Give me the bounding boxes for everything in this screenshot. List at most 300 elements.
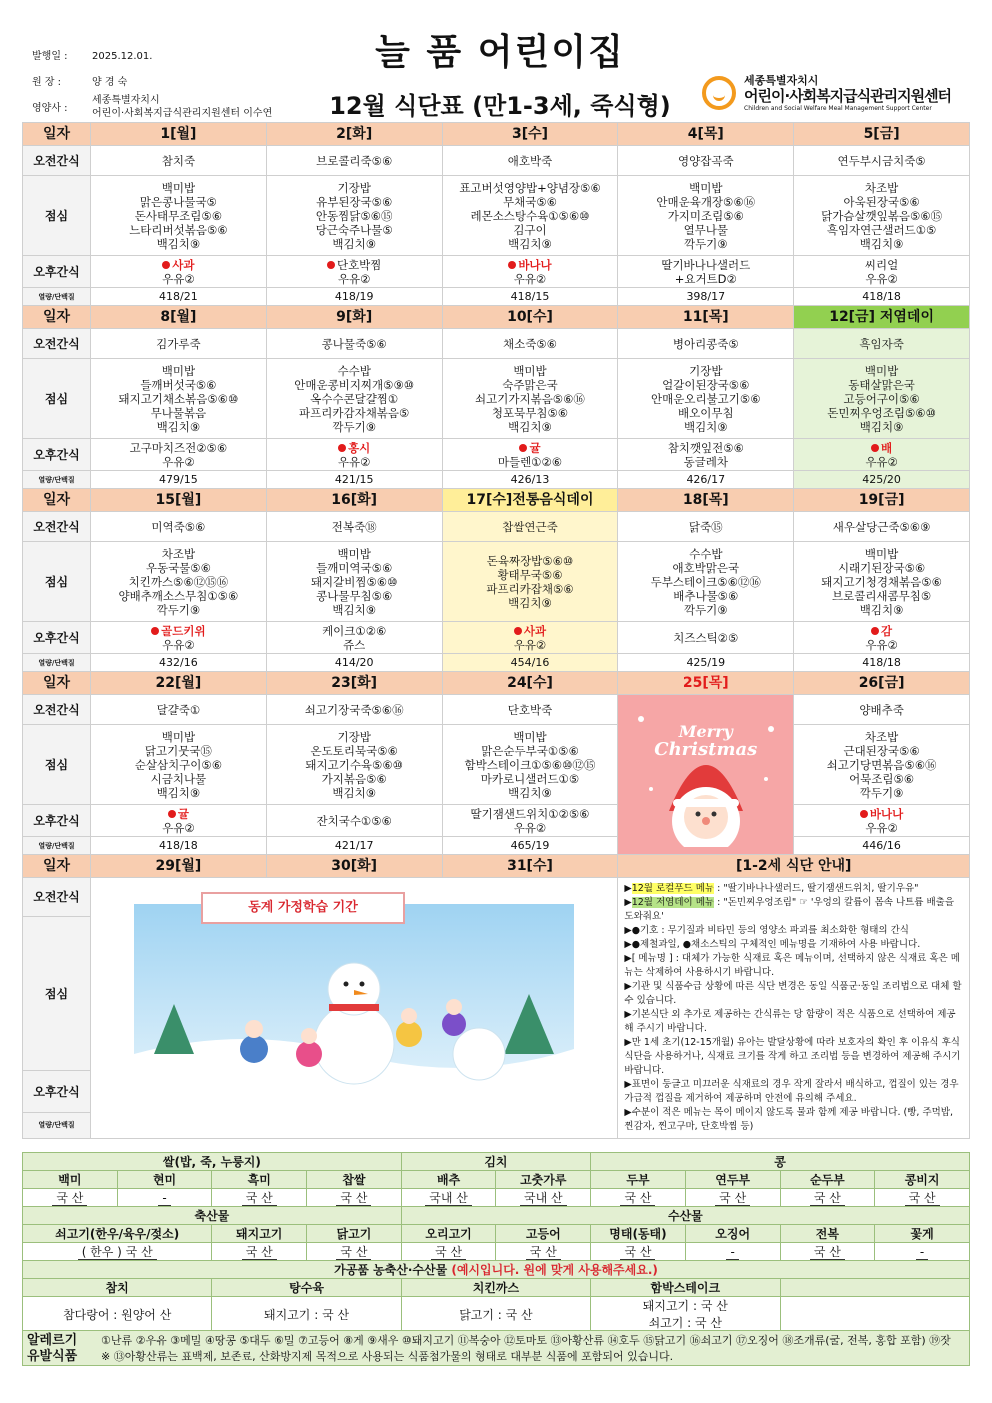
- note-text: 표면이 둥글고 미끄러운 식재료의 경우 작게 잘라서 배식하고, 껍질이 있는 경우 가급적 껍질을 제거하여 제공하며 안전에 유의해 주세요.: [624, 1079, 959, 1104]
- kcal-value: 398/17: [618, 288, 794, 306]
- origin-value-text: 국 산: [431, 1245, 466, 1260]
- afternoon-drink: 우유②: [865, 454, 898, 469]
- menu-line: 백김치⑨: [508, 236, 552, 251]
- morning-snack: 연두부시금치죽⑤: [794, 146, 970, 176]
- kcal-label: 열량/단백질: [23, 654, 91, 672]
- fruit-dot-icon: [151, 627, 159, 635]
- menu-line: 백김치⑨: [859, 236, 904, 251]
- notes-panel: [618, 878, 970, 1139]
- note-item: [624, 980, 963, 1008]
- origin-value-text: -: [916, 1245, 928, 1260]
- menu-line: 깍두기⑨: [683, 236, 728, 251]
- afternoon-item-text: 씨리얼: [864, 257, 899, 272]
- notes-title: [1-2세 식단 안내]: [618, 855, 970, 878]
- morning-snack: 달걀죽①: [91, 695, 267, 725]
- afternoon-drink: 우유②: [865, 271, 898, 286]
- lunch-menu: [794, 359, 970, 439]
- note-item: [624, 924, 963, 938]
- kcal-value: 418/18: [794, 288, 970, 306]
- bullet-icon: ▶: [624, 953, 632, 964]
- lunch-label: 점심: [23, 917, 91, 1071]
- processed-value: [591, 1297, 780, 1332]
- menu-line: 백미밥: [513, 729, 547, 744]
- day-header: 25[목]: [618, 672, 794, 695]
- menu-line: 함박스테이크①⑤⑥⑩⑫⑮: [464, 757, 596, 772]
- menu-line: 들깨미역국⑤⑥: [316, 560, 393, 575]
- afternoon-drink: 우유②: [865, 820, 898, 835]
- afternoon-row: [23, 622, 970, 654]
- lunch-row: [23, 359, 970, 439]
- issue-date: 2025.12.01.: [92, 51, 153, 62]
- morning-snack: 채소죽⑤⑥: [442, 329, 618, 359]
- day-label: 일자: [23, 672, 91, 695]
- menu-line: 차조밥: [161, 546, 196, 561]
- bullet-icon: ▶: [624, 981, 632, 992]
- origin-value: [212, 1243, 307, 1261]
- lunch-menu: [794, 176, 970, 256]
- origin-item: 쇠고기(한우/육우/젖소): [23, 1225, 212, 1243]
- menu-line: 깍두기⑨: [859, 785, 904, 800]
- morning-snack: 전복죽⑱: [266, 512, 442, 542]
- afternoon-item: [267, 624, 442, 638]
- menu-line: 깍두기⑨: [332, 419, 377, 434]
- processed-item: 참치: [23, 1279, 212, 1297]
- afternoon-drink: 쥬스: [343, 637, 366, 652]
- menu-line: 닭가슴살깻잎볶음⑤⑥⑮: [821, 208, 943, 223]
- logo-line1: 세종특별자치시: [744, 74, 819, 87]
- origin-value-text: 국 산: [620, 1191, 655, 1206]
- origin-value: [401, 1189, 496, 1207]
- afternoon-item: [91, 807, 266, 821]
- origin-head-row: [23, 1171, 970, 1189]
- afternoon-item: [91, 441, 266, 455]
- menu-line: 백김치⑨: [156, 785, 201, 800]
- note-item: [624, 896, 963, 924]
- lunch-menu: [794, 542, 970, 622]
- kcal-value: 418/18: [91, 837, 267, 855]
- afternoon-snack: [442, 805, 618, 837]
- processed-value-line: 참다랑어 : 원양어 산: [63, 1307, 172, 1322]
- kcal-row: [23, 288, 970, 306]
- note-text: 기관 및 식품수급 상황에 따른 식단 변경은 동일 식품군·동일 조리법으로 대체 할 수 있습니다.: [624, 981, 962, 1006]
- morning-snack: 단호박죽: [442, 695, 618, 725]
- lunch-menu: [91, 176, 267, 256]
- processed-item: 함박스테이크: [591, 1279, 780, 1297]
- afternoon-snack: [794, 256, 970, 288]
- origin-item: 명태(동태): [591, 1225, 686, 1243]
- origin-value-text: 국 산: [620, 1245, 655, 1260]
- origin-item: 전복: [780, 1225, 875, 1243]
- afternoon-item: [267, 441, 442, 455]
- origin-value-text: 국 산: [810, 1245, 845, 1260]
- afternoon-label: 오후간식: [23, 256, 91, 288]
- day-header: 22[월]: [91, 672, 267, 695]
- day-header: 3[수]: [442, 123, 618, 146]
- origin-value-text: 국 산: [242, 1245, 277, 1260]
- fruit-dot-icon: [168, 810, 176, 818]
- day-header: 16[화]: [266, 489, 442, 512]
- afternoon-item: [443, 441, 618, 455]
- morning-row: [23, 146, 970, 176]
- origin-value-text: -: [158, 1191, 170, 1206]
- note-item: [624, 1106, 963, 1134]
- menu-line: 맑은순두부국①⑤⑥: [481, 743, 579, 758]
- menu-line: 깍두기⑨: [156, 602, 201, 617]
- origin-value-text: 국 산: [810, 1191, 845, 1206]
- note-text: 수분이 적은 메뉴는 목이 메이지 않도록 물과 함께 제공 바랍니다. (빵, 주먹밥, 찐감자, 찐고구마, 단호박찜 등): [624, 1107, 953, 1132]
- lunch-row: [23, 176, 970, 256]
- page-subtitle: 12월 식단표 (만1-3세, 죽식형): [329, 92, 671, 120]
- kcal-row: [23, 471, 970, 489]
- issue-label: 발행일 :: [32, 51, 68, 62]
- day-header: 5[금]: [794, 123, 970, 146]
- day-row: [23, 306, 970, 329]
- afternoon-snack: [91, 805, 267, 837]
- christmas-image: [618, 695, 794, 855]
- menu-line: 두부스테이크⑤⑥⑫⑯: [650, 574, 761, 589]
- snowman-illustration-icon: [134, 904, 574, 1109]
- origin-item: 흑미: [212, 1171, 307, 1189]
- kcal-value: 425/20: [794, 471, 970, 489]
- origin-value: [496, 1189, 591, 1207]
- note-highlight: 12월 로컬푸드 메뉴: [631, 883, 715, 894]
- day-header: 4[목]: [618, 123, 794, 146]
- menu-line: 백김치⑨: [508, 785, 552, 800]
- processed-title: [23, 1261, 970, 1279]
- note-item: [624, 938, 963, 952]
- menu-line: 백김치⑨: [859, 419, 904, 434]
- morning-snack: 양배추죽: [794, 695, 970, 725]
- menu-line: 맑은콩나물국⑤: [139, 194, 217, 209]
- afternoon-item: [618, 441, 793, 455]
- kcal-value: 446/16: [794, 837, 970, 855]
- lunch-menu: [266, 359, 442, 439]
- menu-line: 무나물볶음: [150, 405, 207, 420]
- afternoon-drink: 우유②: [513, 820, 547, 835]
- afternoon-item: [443, 624, 618, 638]
- processed-empty: [780, 1297, 970, 1332]
- afternoon-snack: [618, 622, 794, 654]
- afternoon-item: [91, 258, 266, 272]
- afternoon-drink: 동글레차: [683, 454, 728, 469]
- origin-value-text: -: [726, 1245, 738, 1260]
- menu-line: 근대된장국⑤⑥: [843, 743, 920, 758]
- lunch-menu: [618, 176, 794, 256]
- note-item: [624, 882, 963, 896]
- origin-value: [496, 1243, 591, 1261]
- afternoon-item: [443, 807, 618, 821]
- origin-item: 배추: [401, 1171, 496, 1189]
- afternoon-snack: [442, 622, 618, 654]
- bullet-icon: ▶: [624, 1079, 632, 1090]
- day-header: 2[화]: [266, 123, 442, 146]
- origin-value: [23, 1243, 212, 1261]
- day-row: [23, 855, 970, 878]
- menu-line: 돈민찌우엉조림⑤⑥⑩: [827, 405, 936, 420]
- menu-line: 백김치⑨: [156, 419, 201, 434]
- menu-line: 느타리버섯볶음⑤⑥: [129, 222, 228, 237]
- menu-line: 수수밥: [689, 546, 723, 561]
- fruit-dot-icon: [871, 627, 879, 635]
- menu-line: 깍두기⑨: [683, 602, 728, 617]
- menu-line: 돈사태무조림⑤⑥: [134, 208, 223, 223]
- morning-row: [23, 512, 970, 542]
- afternoon-item: [267, 814, 442, 828]
- note-highlight: 12월 저염데이 메뉴: [631, 897, 715, 908]
- origin-value: [685, 1189, 780, 1207]
- lunch-menu: [442, 542, 618, 622]
- origin-item: 찹쌀: [307, 1171, 402, 1189]
- origin-value: [875, 1189, 970, 1207]
- day-row: [23, 489, 970, 512]
- morning-row: [23, 695, 970, 725]
- origin-value-text: 국내 산: [520, 1191, 567, 1206]
- kcal-row: [23, 654, 970, 672]
- origin-item: 오징어: [685, 1225, 780, 1243]
- afternoon-item-text: 골드키위: [161, 623, 206, 638]
- afternoon-drink: 우유②: [162, 271, 195, 286]
- afternoon-row: [23, 256, 970, 288]
- morning-snack: 참치죽: [91, 146, 267, 176]
- afternoon-label: 오후간식: [23, 622, 91, 654]
- day-header: 15[월]: [91, 489, 267, 512]
- afternoon-label: 오후간식: [23, 439, 91, 471]
- day-header: 8[월]: [91, 306, 267, 329]
- processed-value-line: 돼지고기 : 국 산: [264, 1307, 350, 1322]
- menu-line: 닭고기뭇국⑮: [144, 743, 212, 758]
- menu-line: 기장밥: [689, 363, 723, 378]
- kcal-value: 432/16: [91, 654, 267, 672]
- menu-line: 돼지고기수육⑤⑥⑩: [305, 757, 403, 772]
- menu-line: 시금치나물: [150, 771, 207, 786]
- note-text: : "딸기바나나샐러드, 딸기잼샌드위치, 딸기우유": [714, 883, 919, 894]
- processed-value: [23, 1297, 212, 1332]
- kcal-value: 418/15: [442, 288, 618, 306]
- xmas-text-2: Christmas: [654, 739, 758, 760]
- origin-item: 고등어: [496, 1225, 591, 1243]
- note-item: [624, 1036, 963, 1078]
- day-header: 23[화]: [266, 672, 442, 695]
- menu-line: 흑임자연근샐러드①⑤: [826, 222, 937, 237]
- logo-line2: 어린이·사회복지급식관리지원센터: [744, 87, 952, 105]
- lunch-menu: [266, 542, 442, 622]
- menu-line: 차조밥: [864, 180, 899, 195]
- origin-group: 김치: [401, 1153, 590, 1171]
- origin-item: 돼지고기: [212, 1225, 307, 1243]
- fruit-dot-icon: [871, 444, 879, 452]
- lunch-menu: [266, 725, 442, 805]
- day-label: 일자: [23, 855, 91, 878]
- menu-line: 백김치⑨: [332, 785, 377, 800]
- menu-line: 황태무국⑤⑥: [497, 567, 563, 582]
- lunch-label: 점심: [23, 176, 91, 256]
- origin-item: 꽃게: [875, 1225, 970, 1243]
- origin-group-row: [23, 1207, 970, 1225]
- allergy-label-line: 알레르기: [27, 1333, 78, 1348]
- day-label: 일자: [23, 123, 91, 146]
- day-label: 일자: [23, 489, 91, 512]
- lunch-menu: [442, 725, 618, 805]
- menu-line: 파프리카감자채볶음⑤: [299, 405, 410, 420]
- menu-line: 옥수수콘달걀찜①: [310, 391, 399, 406]
- fruit-dot-icon: [519, 444, 527, 452]
- menu-line: 김구이: [513, 222, 547, 237]
- origin-value-text: 국 산: [526, 1245, 561, 1260]
- afternoon-item-text: 배: [881, 440, 893, 455]
- note-text: ●제철과일, ●채소스틱의 구체적인 메뉴명을 기재하여 사용 바랍니다.: [631, 939, 921, 950]
- morning-row: [23, 329, 970, 359]
- menu-line: 고등어구이⑤⑥: [843, 391, 920, 406]
- origin-head-row: [23, 1225, 970, 1243]
- afternoon-item-text: 딸기잼샌드위치①②⑤⑥: [470, 806, 590, 821]
- menu-line: 백미밥: [864, 546, 899, 561]
- day-header: 30[화]: [266, 855, 442, 878]
- processed-item: 치킨까스: [401, 1279, 590, 1297]
- menu-line: 돈육짜장밥⑤⑥⑩: [486, 553, 574, 568]
- afternoon-item-text: 귤: [177, 806, 189, 821]
- allergy-text: ①난류 ②우유 ③메밀 ④땅콩 ⑤대두 ⑥밀 ⑦고등어 ⑧게 ⑨새우 ⑩돼지고기 ⑪복숭아 ⑫토마토 ⑬아황산류 ⑭호두 ⑮닭고기 ⑯쇠고기 ⑰오징어 ⑱조개류(굴, 전복, 홍합 포함) ⑲잣 ※ ⑬아황산류는 표백제, 보존료, 산화방지제 목적으로 사용되는 식품첨가물의 형태로 대부분 식품에 포함되어 있습니다.: [101, 1334, 951, 1363]
- origin-item: 백미: [23, 1171, 118, 1189]
- fruit-dot-icon: [327, 261, 335, 269]
- origin-value: [780, 1243, 875, 1261]
- menu-line: 얼갈이된장국⑤⑥: [662, 377, 750, 392]
- nutritionist-line1: 세종특별자치시: [92, 95, 160, 106]
- origin-value: [780, 1189, 875, 1207]
- allergy-info: [22, 1330, 970, 1366]
- afternoon-item: [794, 624, 969, 638]
- morning-label: 오전간식: [23, 146, 91, 176]
- menu-line: 백김치⑨: [508, 595, 552, 610]
- processed-title-text: 가공품 농축산·수산물: [334, 1263, 452, 1277]
- kcal-row: [23, 837, 970, 855]
- afternoon-snack: [266, 256, 442, 288]
- day-header: 11[목]: [618, 306, 794, 329]
- day-header: 1[월]: [91, 123, 267, 146]
- nutritionist-label: 영양사 :: [32, 103, 68, 114]
- menu-line: 쇠고기당면볶음⑤⑥⑯: [826, 757, 937, 772]
- menu-line: 콩나물무침⑤⑥: [316, 588, 393, 603]
- bullet-icon: ▶: [624, 1107, 632, 1118]
- morning-label: 오전간식: [23, 512, 91, 542]
- morning-snack: 쇠고기장국죽⑤⑥⑯: [266, 695, 442, 725]
- menu-line: 표고버섯영양밥+양념장⑤⑥: [459, 180, 601, 195]
- afternoon-item-text: 사과: [523, 623, 547, 638]
- origin-value: [591, 1243, 686, 1261]
- origin-value: [401, 1243, 496, 1261]
- lunch-menu: [442, 359, 618, 439]
- menu-line: 치킨까스⑤⑥⑫⑮⑯: [128, 574, 229, 589]
- bullet-icon: ▶: [624, 939, 632, 950]
- origin-group: 콩: [591, 1153, 970, 1171]
- origin-item: 닭고기: [307, 1225, 402, 1243]
- processed-title-row: [23, 1261, 970, 1279]
- morning-snack: 닭죽⑮: [618, 512, 794, 542]
- logo-line3: Children and Social Welfare Meal Management Support Center: [744, 105, 932, 112]
- fruit-dot-icon: [162, 261, 170, 269]
- bullet-icon: ▶: [624, 1037, 632, 1048]
- afternoon-item-text: 케이크①②⑥: [322, 623, 387, 638]
- origin-value-text: 국내 산: [425, 1191, 472, 1206]
- afternoon-snack: [618, 439, 794, 471]
- vacation-banner: 동계 가정학습 기간: [201, 892, 405, 924]
- origin-value-text: 국 산: [52, 1191, 87, 1206]
- morning-snack: 흑임자죽: [794, 329, 970, 359]
- origin-item: 두부: [591, 1171, 686, 1189]
- afternoon-item: [618, 631, 793, 645]
- origin-item: 오리고기: [401, 1225, 496, 1243]
- afternoon-item-text: 고구마치즈전②⑤⑥: [129, 440, 228, 455]
- afternoon-snack: [794, 439, 970, 471]
- afternoon-snack: [794, 805, 970, 837]
- afternoon-item: [267, 258, 442, 272]
- director-name: 양 경 숙: [92, 77, 128, 88]
- menu-line: 동태살맑은국: [848, 377, 915, 392]
- origin-item: 콩비지: [875, 1171, 970, 1189]
- menu-line: 백김치⑨: [859, 602, 904, 617]
- note-text: : "돈민찌우엉조림" ☞ '우엉의 칼륨이 몸속 나트륨 배출을 도와줘요': [624, 897, 955, 922]
- origin-value-row: [23, 1189, 970, 1207]
- afternoon-snack: [266, 439, 442, 471]
- kcal-value: 479/15: [91, 471, 267, 489]
- kcal-value: 426/13: [442, 471, 618, 489]
- menu-line: 열무나물: [683, 222, 728, 237]
- menu-line: 당근숙주나물⑤: [315, 222, 393, 237]
- kcal-value: 418/21: [91, 288, 267, 306]
- afternoon-item-text: 감: [881, 623, 893, 638]
- origin-value: [591, 1189, 686, 1207]
- morning-row: [23, 878, 970, 917]
- morning-snack: 찹쌀연근죽: [442, 512, 618, 542]
- fruit-dot-icon: [514, 627, 522, 635]
- origin-group: 수산물: [401, 1207, 969, 1225]
- afternoon-item: [618, 258, 793, 272]
- kcal-value: 454/16: [442, 654, 618, 672]
- afternoon-drink: 우유②: [337, 271, 371, 286]
- lunch-label: 점심: [23, 359, 91, 439]
- menu-line: 백김치⑨: [156, 236, 201, 251]
- lunch-menu: [794, 725, 970, 805]
- afternoon-item-text: 치즈스틱②⑤: [673, 630, 739, 645]
- origin-value-text: 국 산: [715, 1191, 750, 1206]
- afternoon-drink: 우유②: [162, 454, 195, 469]
- allergy-label: [27, 1333, 77, 1365]
- page-title: 늘 품 어린이집: [375, 32, 625, 73]
- bullet-icon: ▶: [624, 883, 632, 894]
- bullet-icon: ▶: [624, 1009, 632, 1020]
- origin-item: 고춧가루: [496, 1171, 591, 1189]
- menu-line: 백미밥: [689, 180, 723, 195]
- morning-label: 오전간식: [23, 695, 91, 725]
- menu-line: 들깨버섯국⑤⑥: [140, 377, 217, 392]
- note-text: 만 1세 초기(12-15개월) 유아는 발달상황에 따라 보호자의 확인 후 이유식 후식 식단을 사용하거나, 식재료 크기를 작게 하고 조리법 등을 변경하여 제공해 주시기 바랍니다.: [624, 1037, 961, 1076]
- winter-vacation-image: [91, 878, 618, 1139]
- afternoon-drink: 우유②: [162, 637, 195, 652]
- menu-line: 차조밥: [864, 729, 899, 744]
- menu-line: 안매운콩비지찌개⑤⑨⑩: [294, 377, 415, 392]
- xmas-text-1: Merry: [678, 722, 733, 741]
- origin-value: [117, 1189, 212, 1207]
- menu-line: 파프리카잡채⑤⑥: [486, 581, 574, 596]
- menu-line: 가지미조림⑤⑥: [667, 208, 744, 223]
- afternoon-drink: 우유②: [162, 820, 195, 835]
- menu-line: 돼지고기채소볶음⑤⑥⑩: [118, 391, 239, 406]
- lunch-menu: [266, 176, 442, 256]
- afternoon-item-text: 사과: [172, 257, 195, 272]
- day-header: 31[수]: [442, 855, 618, 878]
- bullet-icon: ▶: [624, 925, 632, 936]
- menu-line: 백미밥: [161, 363, 196, 378]
- kcal-value: 425/19: [618, 654, 794, 672]
